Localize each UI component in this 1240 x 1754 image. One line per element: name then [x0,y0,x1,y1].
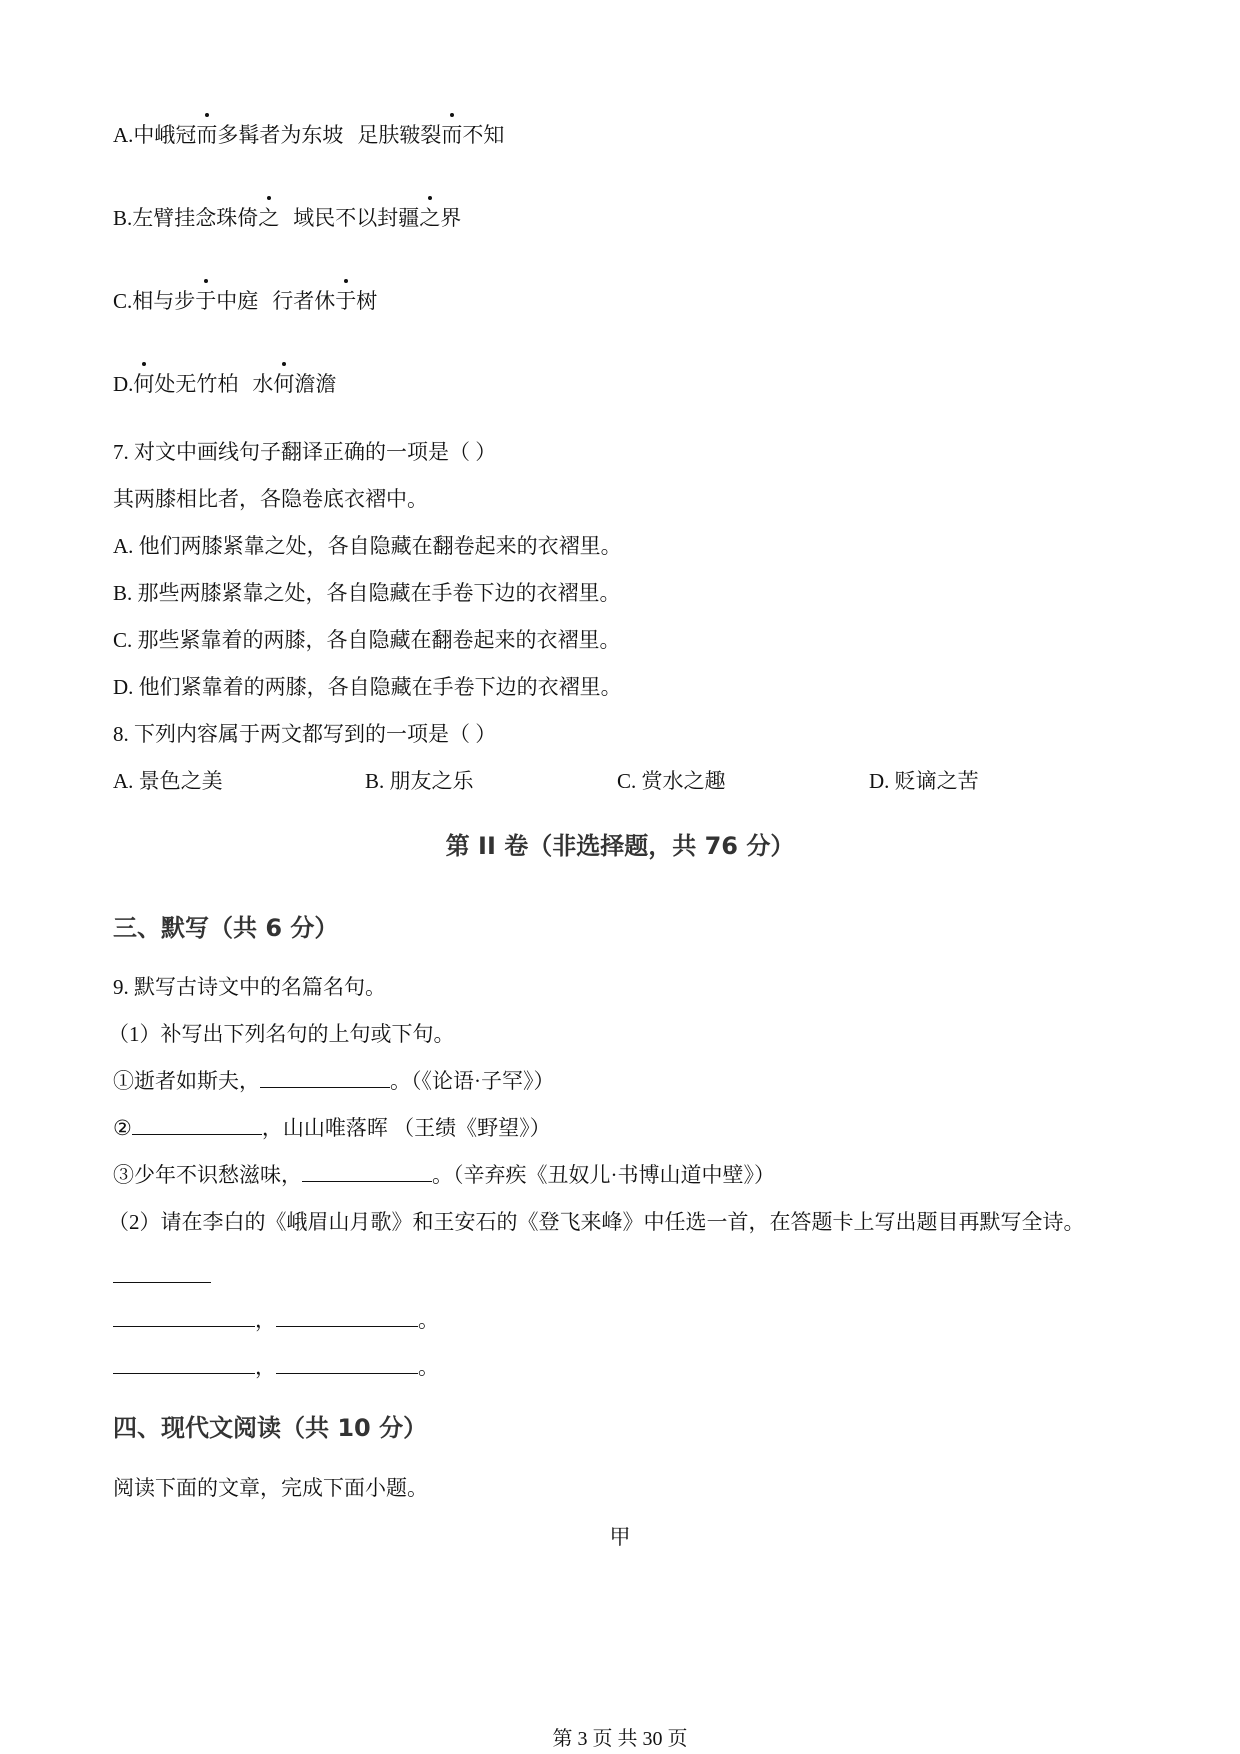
option-text: 水 [252,372,274,396]
q8-option-b: B. 朋友之乐 [365,769,474,793]
poem-title-blank[interactable] [113,1262,211,1283]
option-text: 不知 [462,123,505,147]
option-text: 界 [440,206,462,230]
fill-prefix: ①逝者如斯夫， [113,1069,260,1093]
poem-title-blank-line [113,1262,211,1290]
q7-sentence: 其两膝相比者，各隐卷底衣褶中。 [113,487,428,511]
q6-option-c [113,287,377,315]
option-text: 处无竹柏 [154,372,239,396]
period: 。 [418,1308,439,1332]
emphasis-char: 而 [441,123,463,147]
fill-suffix: 。（《论语·子罕》） [390,1069,555,1093]
q9-sub1: （1）补写出下列名句的上句或下句。 [108,1022,455,1046]
comma: ， [255,1308,276,1332]
q7-stem: 7. 对文中画线句子翻译正确的一项是（ ） [113,440,497,464]
emphasis-char: 何 [133,372,155,396]
fill-item-2 [113,1114,551,1142]
answer-blank[interactable] [113,1306,255,1327]
option-text: 多髯者为东坡 [217,123,344,147]
option-text: 相与步 [132,289,196,313]
fill-suffix: 。（辛弃疾《丑奴儿·书博山道中壁》） [432,1163,775,1187]
q6-option-d [113,370,336,398]
section3-title: 三、默写（共 6 分） [113,914,339,942]
answer-blank[interactable] [113,1353,255,1374]
emphasis-char: 何 [273,372,295,396]
page-footer: 第 3 页 共 30 页 [552,1728,688,1750]
q9-stem: 9. 默写古诗文中的名篇名句。 [113,975,386,999]
q8-option-a: A. 景色之美 [113,769,223,793]
fill-prefix: ③少年不识愁滋味， [113,1163,302,1187]
emphasis-char: 而 [196,123,218,147]
option-text: 中峨冠 [133,123,197,147]
poem-line-2 [113,1353,439,1381]
fill-prefix: ② [113,1116,132,1140]
emphasis-char: 于 [335,289,357,313]
q8-option-c: C. 赏水之趣 [617,769,726,793]
q6-option-b [113,204,461,232]
emphasis-char: 之 [258,206,280,230]
q7-option-b: B. 那些两膝紧靠之处，各自隐藏在手卷下边的衣褶里。 [113,581,621,605]
q9-sub2: （2）请在李白的《峨眉山月歌》和王安石的《登飞来峰》中任选一首，在答题卡上写出题目再默写全诗。 [108,1210,1085,1234]
fill-item-1 [113,1067,555,1095]
q8-option-d: D. 贬谪之苦 [869,769,979,793]
fill-item-3 [113,1161,775,1189]
period: 。 [418,1355,439,1379]
option-label: B. [113,206,133,230]
answer-blank[interactable] [260,1067,390,1088]
answer-blank[interactable] [276,1306,418,1327]
option-label: A. [113,123,134,147]
q6-option-a [113,121,504,149]
option-text: 中庭 [216,289,259,313]
answer-blank[interactable] [132,1114,262,1135]
passage-label: 甲 [609,1525,631,1549]
answer-blank[interactable] [276,1353,418,1374]
comma: ， [255,1355,276,1379]
fill-suffix: ，山山唯落晖 （王绩《野望》） [261,1116,551,1140]
emphasis-char: 于 [195,289,217,313]
option-text: 澹澹 [294,372,337,396]
option-text: 树 [356,289,378,313]
option-text: 左臂挂念珠倚 [132,206,259,230]
option-text: 域民不以封疆 [293,206,420,230]
poem-line-1 [113,1306,439,1334]
option-text: 足肤皲裂 [357,123,442,147]
section4-instruction: 阅读下面的文章，完成下面小题。 [113,1476,428,1500]
emphasis-char: 之 [419,206,441,230]
option-label: D. [113,372,134,396]
option-label: C. [113,289,133,313]
answer-blank[interactable] [302,1161,432,1182]
section4-title: 四、现代文阅读（共 10 分） [113,1414,428,1442]
option-text: 行者休 [272,289,336,313]
q7-option-c: C. 那些紧靠着的两膝，各自隐藏在翻卷起来的衣褶里。 [113,628,621,652]
q7-option-d: D. 他们紧靠着的两膝，各自隐藏在手卷下边的衣褶里。 [113,675,622,699]
q8-stem: 8. 下列内容属于两文都写到的一项是（ ） [113,722,497,746]
q7-option-a: A. 他们两膝紧靠之处，各自隐藏在翻卷起来的衣褶里。 [113,534,622,558]
part2-heading: 第 II 卷（非选择题，共 76 分） [445,832,795,860]
